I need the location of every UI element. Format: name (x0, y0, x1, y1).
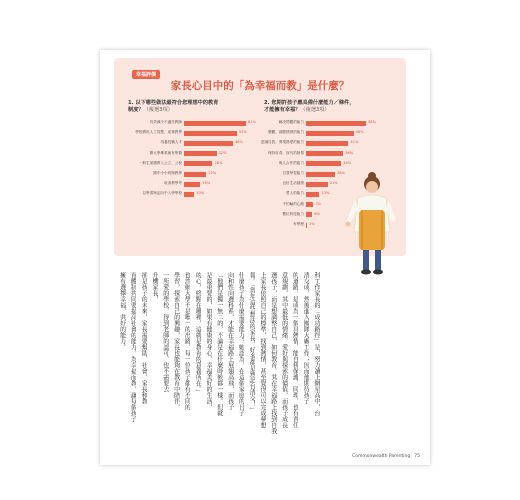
bar (184, 192, 194, 197)
bar-label: 取消教學考 (164, 181, 182, 186)
bar-label: 開大學畢業就有學費 (149, 150, 182, 155)
bar-value: 28% (214, 160, 223, 165)
bar-label: 國中小小班制教學 (153, 171, 182, 175)
bar-label: 解決問題的能力 (278, 120, 304, 124)
infographic-headline: 家長心目中的「為幸福而教」是什麼？ (170, 80, 350, 92)
text-column: 科工作家長的「成功路徑」是，努力讀上網星高中，台 (313, 272, 320, 416)
bar (184, 172, 206, 177)
bar (306, 202, 313, 207)
question-1-line2: 制度？ (128, 107, 144, 113)
bar-row (244, 120, 304, 126)
bar-value: 7% (315, 201, 321, 206)
bar (184, 121, 246, 126)
bar-value: 58% (368, 120, 376, 124)
bar (306, 192, 319, 197)
bar-label: 一般生採國教入公立、公校 (138, 160, 182, 165)
bar-value: 10% (196, 191, 205, 196)
text-column: 清交成，然後進入團隊大廠工作；因而他期待孩子 (302, 272, 310, 404)
bar-row (244, 191, 304, 197)
text-column: 向和性向選科系，才能在幸福路上展翅高飛，而孩子 (226, 272, 234, 410)
bar-value: 1% (309, 222, 315, 226)
bar-label: 學校聘用人工智慧、產業教學 (135, 130, 182, 135)
bar-row (244, 151, 304, 157)
text-column: 報。「當年這些想法的家長，好多都是熟記台清交！」 (248, 272, 256, 413)
bar (184, 151, 217, 156)
bar (306, 212, 312, 217)
bar-value: 41% (350, 140, 359, 145)
section-tag: 幸福評價 (132, 70, 160, 79)
bar-row (118, 120, 182, 126)
bar-label: 有效減少不適任教師 (149, 120, 182, 124)
bar-row (244, 130, 304, 136)
bar-row (244, 202, 304, 208)
text-column: 什麼孩子為什麼需要能力？她認為，在這個家庭的日子 (237, 272, 245, 416)
bar-value: 46% (355, 130, 364, 135)
bar-row (244, 212, 304, 218)
bar-row (118, 130, 182, 136)
question-2-line2: 才能擁有幸福？ (264, 107, 301, 113)
bar-row (244, 222, 304, 228)
bar-label: 保持好奇、探究的熱情 (268, 150, 304, 155)
bar-row (118, 140, 182, 146)
bar-value: 48% (234, 140, 243, 145)
bar-row (244, 161, 304, 167)
bar-row (244, 181, 304, 187)
bar-label: 以學習與定向中入學學校 (142, 191, 182, 196)
bar (306, 223, 307, 228)
text-column: 育體制共同要提高社會的能力，為幸福而教，讓每個孩子 (129, 272, 137, 422)
bar (306, 151, 343, 156)
bar-label: 不怕輸的心態 (282, 201, 304, 206)
bar (306, 121, 366, 126)
bar-value: 28% (336, 171, 345, 175)
text-column: 升機家長， (151, 272, 158, 302)
bar-row (244, 140, 304, 146)
bar-row (118, 171, 182, 177)
bar (184, 131, 237, 136)
text-column: 的道路，是成為一個具熱情、能自我保護、同理、也有責任 (291, 272, 299, 428)
magazine-page (100, 50, 430, 465)
question-2-note: （複選3項） (300, 107, 330, 113)
bar-label: 愛人的能力 (286, 191, 304, 196)
text-column: 是最重要的，如果有健康的身心、幸福美好的生活， (205, 272, 212, 410)
question-2-title (264, 100, 404, 114)
text-column: 也許網大學不是唯一的出路，每一位孩子都有不同的 (183, 272, 191, 410)
bar (184, 161, 212, 166)
text-column: 意規劃，其中最低的情緒、愛好與探索的價值，而孩子成長 (280, 272, 288, 428)
text-column: 選孩子，而是想調整自己，如何教育、其在幸福路上找到自我 (269, 272, 277, 434)
text-column: 「他們是獨一無二的，不論是在什麼時候都一樣。但就 (215, 272, 223, 416)
question-1-line1: 1. 以下哪些做法最符合您理想中的教育 (128, 100, 219, 106)
bar-label: 自我學習能力 (282, 171, 304, 175)
bar (184, 141, 233, 146)
bar (306, 131, 354, 136)
bar-label: 有學歷 (293, 222, 304, 226)
bar (306, 182, 328, 187)
page-footer (352, 454, 420, 459)
bar-label: 培養技職人才 (160, 140, 182, 145)
bar-value: 36% (345, 150, 354, 155)
question-1-note: （複選3項） (143, 107, 173, 113)
bar-value: 52% (238, 130, 247, 135)
bar-value: 13% (321, 191, 330, 196)
footer-brand: Commonwealth Parenting (352, 454, 411, 459)
bar-label: 認識自我、發現熱愛的能力 (260, 140, 304, 145)
bar-value: 16% (202, 181, 211, 186)
bar-label: 數位科技能力 (282, 211, 304, 216)
bar-label: 良好生活健康 (282, 181, 304, 186)
bar-value: 32% (218, 150, 227, 155)
text-column: 一所愛的學校、得到老師的認可、也不需要去 (161, 272, 169, 392)
bar-value: 34% (343, 160, 352, 165)
question-1-title (128, 100, 268, 114)
bar-row (118, 181, 182, 187)
bar-row (118, 191, 182, 197)
bar-label: 樂觀、調節情緒的能力 (268, 130, 304, 135)
bar-value: 61% (248, 120, 256, 124)
bar-value: 22% (208, 171, 217, 175)
bar-row (244, 171, 304, 177)
bar-label: 與人合作的能力 (278, 160, 304, 165)
woman-illustration (328, 170, 408, 280)
bar-value: 6% (314, 211, 320, 216)
page-number: 75 (414, 454, 420, 459)
question-2-line1: 2. 您期許孩子應具備什麼能力／條件， (264, 100, 355, 106)
text-column: 學習，探索自己的興趣，家長也能夠在教育中陪伴， (172, 272, 180, 410)
text-column: 上家長依照自己的標準，找到熱情，甚至覺得可以完成夢想 (259, 272, 266, 428)
bar (306, 141, 348, 146)
text-column: 卻是孩子的未來，家長需要幫助、社會，家長和教 (140, 272, 148, 404)
bar-row (118, 161, 182, 167)
bar-row (118, 151, 182, 157)
bar (184, 182, 200, 187)
text-column: 擁有選擇幸福，共好的能力。 (118, 272, 126, 350)
bar (306, 161, 341, 166)
text-column: 的心，終點在哪裡，這就是教育的意義所在。」 (194, 272, 202, 395)
bar-value: 21% (329, 181, 338, 186)
